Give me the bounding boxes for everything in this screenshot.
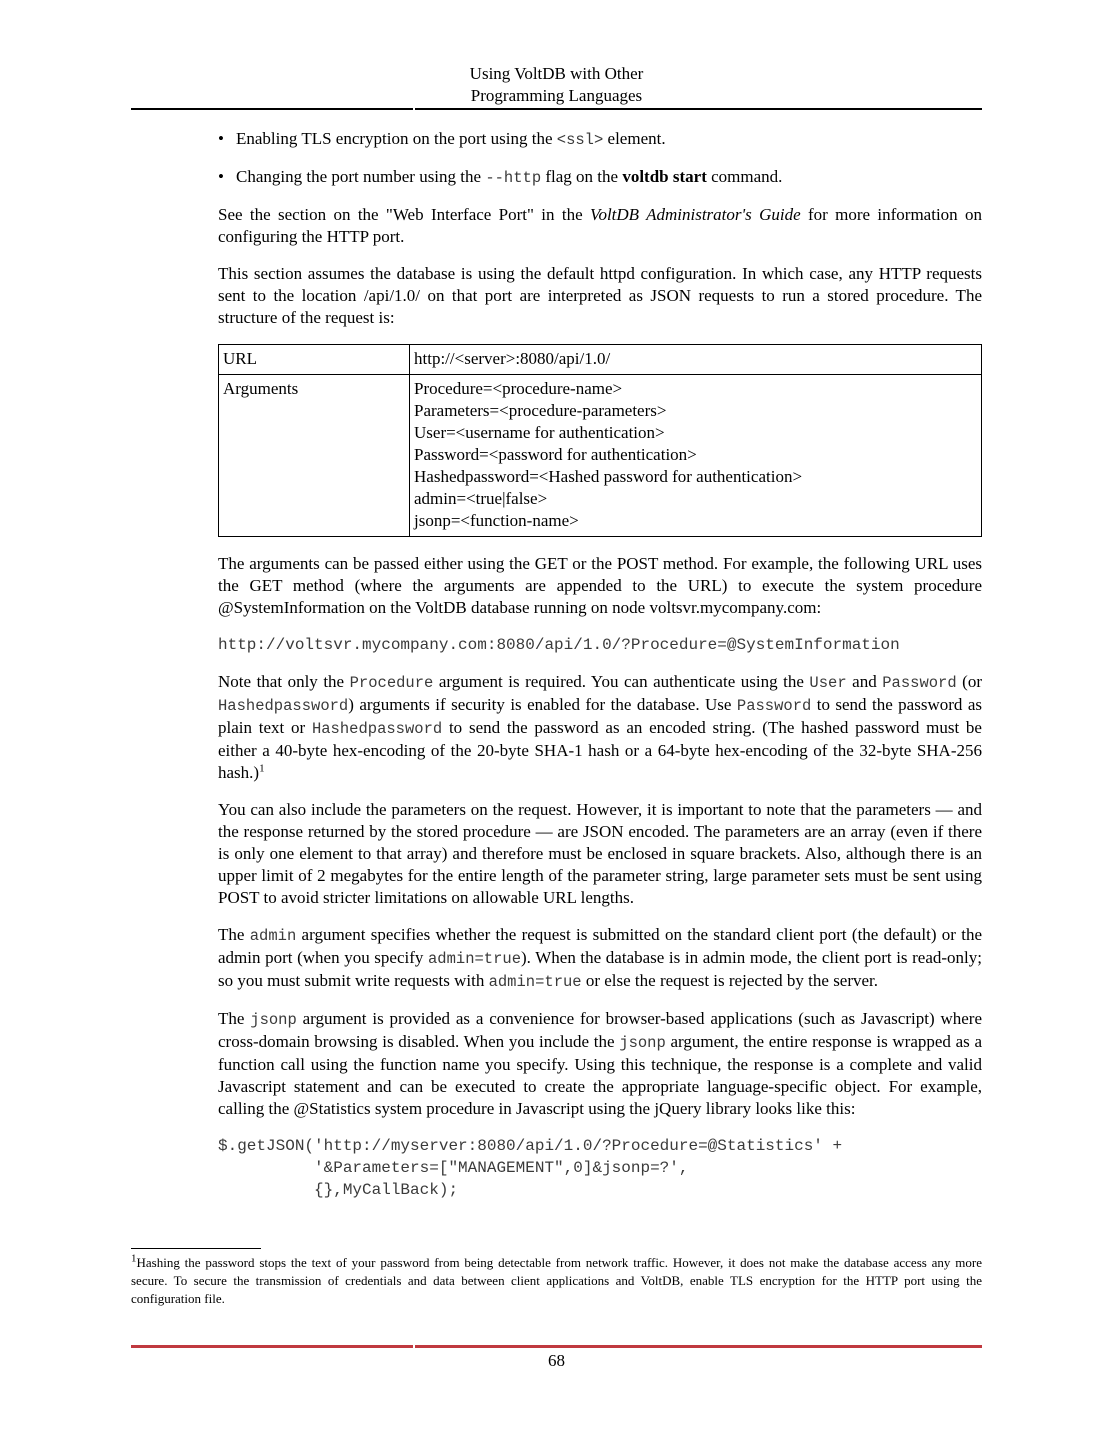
footer-rule-gap — [413, 1345, 415, 1348]
code-password: Password — [882, 674, 957, 692]
code-hashedpassword: Hashedpassword — [218, 697, 349, 715]
paragraph-jsonp: The jsonp argument is provided as a convenience for browser-based applications (such as Javascript) where cross-domain browsing is disabled. When you include the jsonp argument, the entire response is wrapped as a function call using the function name you specify. Using this technique, the response is a complete and valid Javascript statement and can be executed to create the appropriate language-specific object. For example, calling the @Statistics system procedure in Javascript using the jQuery library looks like this: — [218, 1009, 983, 1118]
bullet-item-tls: • Enabling TLS encryption on the port using the <ssl> element. — [218, 128, 982, 151]
code-ssl: <ssl> — [556, 131, 604, 149]
table-cell-args-label: Arguments — [219, 375, 410, 537]
bullet-item-port: • Changing the port number using the --http flag on the voltdb start command. — [218, 166, 982, 189]
code-line-2: '&Parameters=["MANAGEMENT",0]&jsonp=?', — [218, 1159, 689, 1177]
paragraph-parameters: You can also include the parameters on the request. However, it is important to note that the parameters — and the response returned by the stored procedure — are JSON encoded. The parameters are an array (even if there is only one element to that array) and therefore must be enclosed in square brackets. Also, although there is an upper limit of 2 megabytes for the entire length of the parameter string, large parameter sets must be sent using POST to avoid stricter limitations on allowable URL lengths. — [218, 800, 982, 907]
example-url: http://voltsvr.mycompany.com:8080/api/1.0/?Procedure=@SystemInformation — [218, 636, 900, 654]
arg-hashedpassword: Hashedpassword=<Hashed password for authentication> — [414, 467, 803, 486]
arg-user: User=<username for authentication> — [414, 423, 665, 442]
guide-title: VoltDB Administrator's Guide — [589, 205, 801, 224]
code-admin-true: admin=true — [428, 950, 522, 968]
code-admin: admin — [249, 927, 297, 945]
table-cell-url-label: URL — [219, 345, 410, 375]
table-row-arguments — [219, 375, 982, 537]
footnote-reference[interactable]: 1 — [259, 762, 265, 775]
footnote-rule — [131, 1248, 261, 1249]
footnote-mark: 1 — [131, 1252, 137, 1265]
code-http-flag: --http — [485, 169, 542, 187]
paragraph-assumes: This section assumes the database is using the default httpd configuration. In which case, any HTTP requests sent to the location /api/1.0/ on that port are interpreted as JSON requests to run a stored procedure. The structure of the request is: — [218, 264, 982, 327]
paragraph-see-section: See the section on the "Web Interface Port" in the VoltDB Administrator's Guide for more information on configuring the HTTP port. — [218, 205, 983, 246]
code-line-1: $.getJSON('http://myserver:8080/api/1.0/?Procedure=@Statistics' + — [218, 1137, 843, 1155]
code-hashedpassword-2: Hashedpassword — [311, 720, 443, 738]
arg-admin: admin=<true|false> — [414, 489, 548, 508]
header-line-1: Using VoltDB with Other — [469, 64, 644, 83]
request-structure-table — [218, 344, 982, 537]
header-line-2: Programming Languages — [470, 86, 643, 105]
footnote-text: Hashing the password stops the text of your password from being detectable from network traffic. However, it does not make the database access any more secure. To secure the transmission of credentials and data between client applications and VoltDB, enable TLS encryption for the HTTP port using the configuration file. — [131, 1255, 982, 1306]
footnote — [131, 1254, 982, 1308]
header-rule-gap — [413, 108, 415, 110]
code-jsonp-2: jsonp — [619, 1034, 666, 1052]
paragraph-get-post: The arguments can be passed either using the GET or the POST method. For example, the following URL uses the GET method (where the arguments are appended to the URL) to execute the system procedure @SystemInformation on the VoltDB database running on node voltsvr.mycompany.com: — [218, 554, 982, 617]
code-procedure: Procedure — [349, 674, 434, 692]
code-admin-true-2: admin=true — [488, 973, 582, 991]
arg-password: Password=<password for authentication> — [414, 445, 697, 464]
code-example — [218, 1135, 982, 1201]
code-jsonp: jsonp — [250, 1011, 297, 1029]
code-user: User — [809, 674, 847, 692]
table-row-url — [219, 345, 982, 375]
code-password-2: Password — [736, 697, 812, 715]
table-cell-args-values — [410, 375, 982, 537]
page-header — [0, 63, 1113, 107]
paragraph-authentication: Note that only the Procedure argument is required. You can authenticate using the User and Password (or Hashedpassword) arguments if security is enabled for the database. Use Password to send the password as plain text or Hashedpassword to send the password as an encoded string. (The hashed password must be either a 40-byte hex-encoding of the 20-byte SHA-1 hash or a 64-byte hex-encoding of the 32-byte SHA-256 hash.)$^1$ — [218, 672, 982, 782]
header-rule — [131, 108, 982, 110]
table-cell-url-value: http://<server>:8080/api/1.0/ — [410, 345, 982, 375]
arg-jsonp: jsonp=<function-name> — [414, 511, 579, 530]
arg-parameters: Parameters=<procedure-parameters> — [414, 401, 667, 420]
bullet-list — [218, 128, 982, 189]
paragraph-admin: The admin argument specifies whether the request is submitted on the standard client port (the default) or the admin port (when you specify admin=true). When the database is in admin mode, the client port is read-only; so you must submit write requests with admin=true or else the request is rejected by the server. — [218, 925, 983, 991]
page-number: 68 — [548, 1351, 565, 1370]
page-body — [218, 128, 982, 1201]
arg-procedure: Procedure=<procedure-name> — [414, 379, 623, 398]
footer-rule — [131, 1345, 982, 1348]
code-line-3: {},MyCallBack); — [218, 1181, 459, 1199]
command-voltdb-start: voltdb start — [622, 167, 707, 186]
